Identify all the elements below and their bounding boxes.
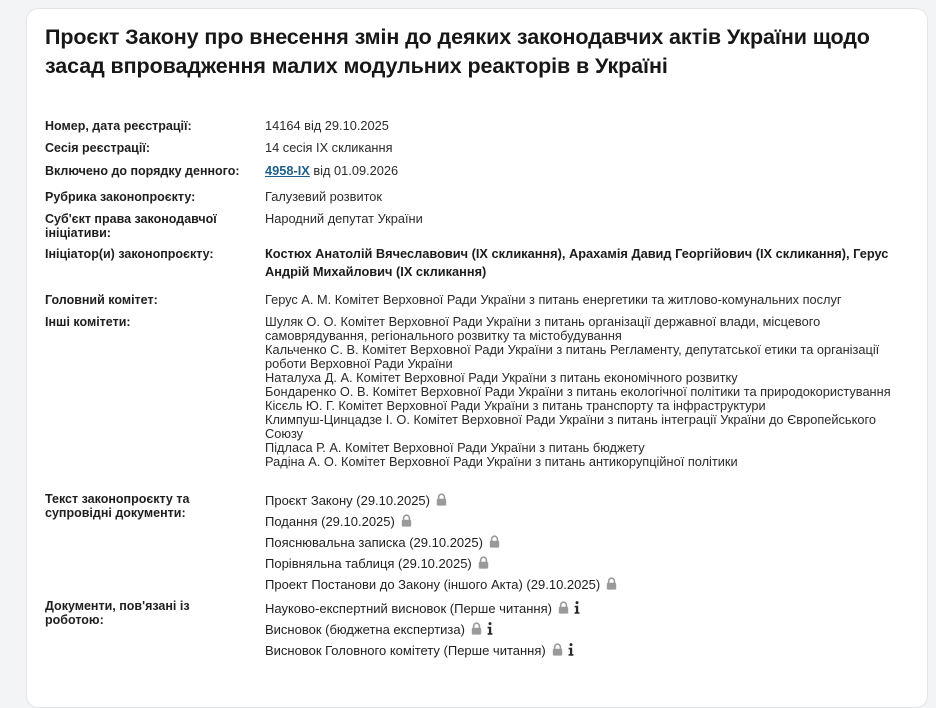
committee-item: Радіна А. О. Комітет Верховної Ради України з питань антикорупційної політики bbox=[265, 454, 738, 469]
related-document-link[interactable] bbox=[265, 642, 915, 663]
related-documents-label: Документи, пов'язані із роботою: bbox=[45, 599, 190, 627]
document-link[interactable] bbox=[265, 576, 915, 597]
committee-item: Бондаренко О. В. Комітет Верховної Ради України з питань екологічної політики та природокористування bbox=[265, 384, 891, 399]
registration-label: Номер, дата реєстрації: bbox=[45, 119, 192, 133]
lock-icon bbox=[436, 493, 447, 506]
document-link[interactable] bbox=[265, 492, 915, 513]
committee-item: Кальченко С. В. Комітет Верховної Ради України з питань Регламенту, депутатської етики та організації роботи Верховної Ради України bbox=[265, 342, 880, 371]
session-value: 14 сесія IX скликання bbox=[265, 140, 393, 155]
agenda-date: від 01.09.2026 bbox=[309, 163, 399, 178]
initiators-value: Костюх Анатолій Вячеславович (IX скликання), Арахамія Давид Георгійович (IX скликання), Герус Андрій Михайлович (IX скликання) bbox=[265, 246, 889, 279]
documents-list bbox=[265, 492, 915, 597]
registration-value: 14164 від 29.10.2025 bbox=[265, 118, 389, 133]
lock-icon bbox=[552, 643, 563, 656]
lock-icon bbox=[558, 601, 569, 614]
initiators-label: Ініціатор(и) законопроєкту: bbox=[45, 247, 214, 261]
lock-icon bbox=[471, 622, 482, 635]
main-committee-value: Герус А. М. Комітет Верховної Ради України з питань енергетики та житлово-комунальних послуг bbox=[265, 292, 842, 307]
document-title: Проект Постанови до Закону (іншого Акта) (29.10.2025) bbox=[265, 577, 601, 592]
lock-icon bbox=[478, 556, 489, 569]
bill-card bbox=[26, 8, 928, 708]
document-link[interactable] bbox=[265, 555, 915, 576]
lock-icon bbox=[401, 514, 412, 527]
agenda-label: Включено до порядку денного: bbox=[45, 164, 240, 178]
committee-item: Климпуш-Цинцадзе І. О. Комітет Верховної Ради України з питань інтеграції України до Європейського Союзу bbox=[265, 412, 876, 441]
committee-item: Наталуха Д. А. Комітет Верховної Ради України з питань економічного розвитку bbox=[265, 370, 738, 385]
document-title: Подання (29.10.2025) bbox=[265, 514, 395, 529]
agenda-value bbox=[265, 164, 915, 178]
rubric-value: Галузевий розвиток bbox=[265, 189, 383, 204]
document-link[interactable] bbox=[265, 534, 915, 555]
committee-item: Шуляк О. О. Комітет Верховної Ради України з питань організації державної влади, місцевого самоврядування, регіонального розвитку та містобудування bbox=[265, 314, 821, 343]
document-title: Пояснювальна записка (29.10.2025) bbox=[265, 535, 483, 550]
info-icon[interactable] bbox=[568, 643, 574, 656]
subject-value: Народний депутат України bbox=[265, 211, 423, 226]
related-document-link[interactable] bbox=[265, 621, 915, 642]
agenda-link[interactable]: 4958-IX bbox=[265, 163, 310, 178]
committee-item: Підласа Р. А. Комітет Верховної Ради України з питань бюджету bbox=[265, 440, 645, 455]
lock-icon bbox=[489, 535, 500, 548]
other-committees-list bbox=[265, 315, 915, 469]
lock-icon bbox=[606, 577, 617, 590]
related-documents-list bbox=[265, 600, 915, 663]
document-title: Порівняльна таблиця (29.10.2025) bbox=[265, 556, 472, 571]
document-link[interactable] bbox=[265, 513, 915, 534]
related-document-link[interactable] bbox=[265, 600, 915, 621]
info-icon[interactable] bbox=[574, 601, 580, 614]
session-label: Сесія реєстрації: bbox=[45, 141, 150, 155]
subject-label: Суб'єкт права законодавчої ініціативи: bbox=[45, 212, 217, 240]
document-title: Проєкт Закону (29.10.2025) bbox=[265, 493, 430, 508]
main-committee-label: Головний комітет: bbox=[45, 293, 158, 307]
info-icon[interactable] bbox=[487, 622, 493, 635]
committee-item: Кісєль Ю. Г. Комітет Верховної Ради України з питань транспорту та інфраструктури bbox=[265, 398, 766, 413]
page-title: Проєкт Закону про внесення змін до деяких законодавчих актів України щодо засад впровадження малих модульних реакторів в Україні bbox=[45, 25, 870, 78]
document-title: Висновок Головного комітету (Перше читання) bbox=[265, 643, 546, 658]
other-committees-label: Інші комітети: bbox=[45, 315, 131, 329]
document-title: Висновок (бюджетна експертиза) bbox=[265, 622, 465, 637]
documents-label: Текст законопроєкту та супровідні документи: bbox=[45, 492, 190, 520]
rubric-label: Рубрика законопроєкту: bbox=[45, 190, 196, 204]
document-title: Науково-експертний висновок (Перше читання) bbox=[265, 601, 552, 616]
